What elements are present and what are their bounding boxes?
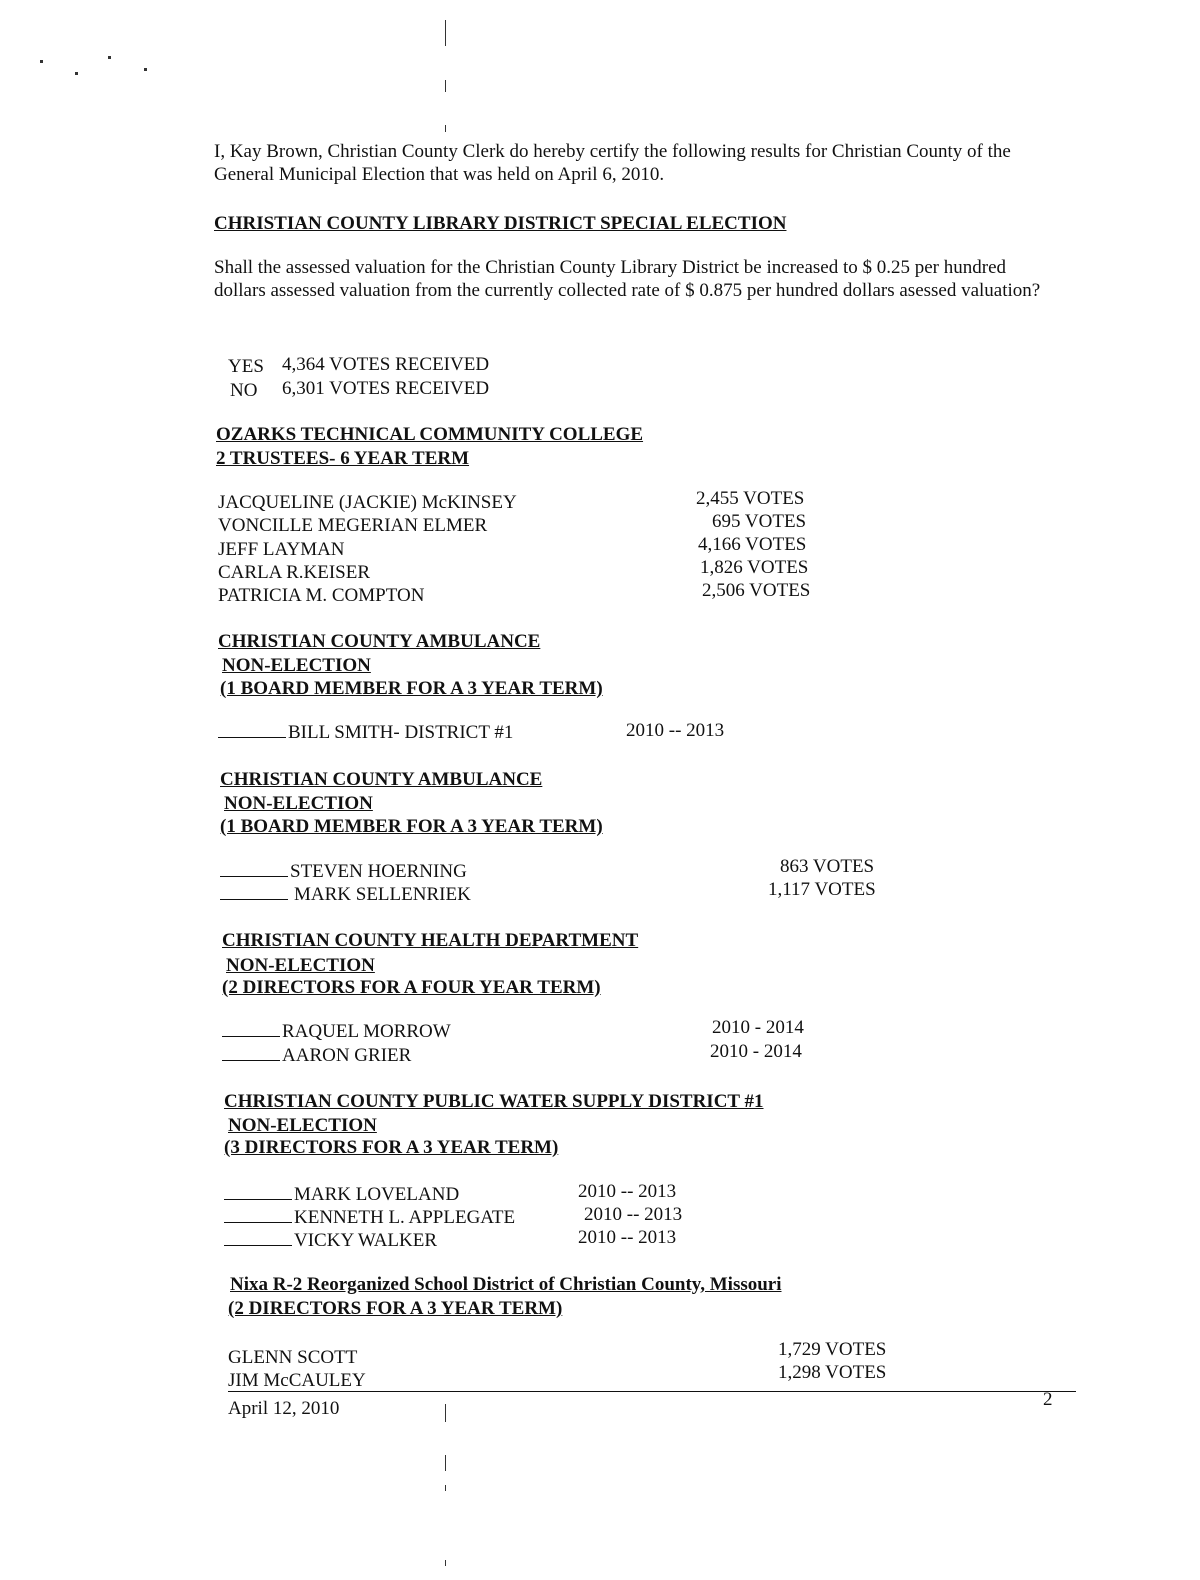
ambulance-heading: CHRISTIAN COUNTY AMBULANCE	[218, 631, 541, 652]
ambulance-heading: CHRISTIAN COUNTY AMBULANCE	[220, 769, 543, 790]
footer-rule	[228, 1391, 1076, 1392]
entry-name	[218, 722, 513, 744]
candidate-votes: 1,117 VOTES	[768, 879, 876, 900]
entry-term: 2010 -- 2013	[578, 1181, 677, 1202]
appointee-name: KENNETH L. APPLEGATE	[294, 1207, 516, 1228]
candidate-name: JACQUELINE (JACKIE) McKINSEY	[218, 492, 517, 513]
candidate-name: PATRICIA M. COMPTON	[218, 585, 425, 606]
scan-artifact	[445, 20, 446, 46]
nixa-heading: Nixa R-2 Reorganized School District of Christian County, Missouri	[230, 1274, 782, 1295]
candidate-votes: 1,729 VOTES	[778, 1339, 887, 1360]
ambulance-subheading: NON-ELECTION	[224, 793, 373, 814]
candidate-name: VONCILLE MEGERIAN ELMER	[218, 515, 488, 536]
scan-artifact	[445, 80, 446, 92]
candidate-votes: 1,826 VOTES	[700, 557, 809, 578]
appointee-name: VICKY WALKER	[294, 1230, 438, 1251]
result-votes: 6,301 VOTES RECEIVED	[282, 378, 490, 399]
candidate-votes: 2,455 VOTES	[696, 488, 805, 509]
appointee-name: BILL SMITH- DISTRICT #1	[288, 722, 514, 743]
library-question: Shall the assessed valuation for the Christian County Library District be increased to $ 0.25 per hundred dollars assessed valuation from the currently collected rate of $ 0.875 per hundred dollars asessed valuation?	[214, 257, 1041, 301]
page-number: 2	[1043, 1389, 1053, 1410]
entry-name	[220, 861, 467, 883]
appointee-name: MARK LOVELAND	[294, 1184, 460, 1205]
signature-blank	[218, 723, 286, 738]
otc-subheading: 2 TRUSTEES- 6 YEAR TERM	[216, 448, 470, 469]
ambulance-term-heading: (1 BOARD MEMBER FOR A 3 YEAR TERM)	[220, 678, 603, 699]
appointee-name: RAQUEL MORROW	[282, 1021, 451, 1042]
scan-artifact	[75, 72, 78, 75]
entry-name	[222, 1021, 451, 1043]
entry-name	[220, 884, 471, 906]
signature-blank	[224, 1231, 292, 1246]
water-heading: CHRISTIAN COUNTY PUBLIC WATER SUPPLY DISTRICT #1	[224, 1091, 764, 1112]
certification-text: I, Kay Brown, Christian County Clerk do hereby certify the following results for Christian County of the General Municipal Election that was held on April 6, 2010.	[214, 141, 1011, 185]
result-votes: 4,364 VOTES RECEIVED	[282, 354, 490, 375]
ambulance-term-heading: (1 BOARD MEMBER FOR A 3 YEAR TERM)	[220, 816, 603, 837]
signature-blank	[222, 1046, 280, 1061]
scan-artifact	[445, 1560, 446, 1566]
scan-artifact	[144, 68, 147, 71]
candidate-name: MARK SELLENRIEK	[294, 884, 471, 905]
result-label: NO	[230, 380, 258, 401]
library-heading: CHRISTIAN COUNTY LIBRARY DISTRICT SPECIAL ELECTION	[214, 213, 787, 234]
health-term-heading: (2 DIRECTORS FOR A FOUR YEAR TERM)	[222, 977, 601, 998]
footer-date: April 12, 2010	[228, 1398, 340, 1419]
candidate-name: GLENN SCOTT	[228, 1347, 358, 1368]
health-subheading: NON-ELECTION	[226, 955, 375, 976]
entry-term: 2010 -- 2013	[626, 720, 725, 741]
entry-name	[224, 1230, 437, 1252]
entry-term: 2010 -- 2013	[578, 1227, 677, 1248]
health-heading: CHRISTIAN COUNTY HEALTH DEPARTMENT	[222, 930, 639, 951]
water-term-heading: (3 DIRECTORS FOR A 3 YEAR TERM)	[224, 1137, 559, 1158]
signature-blank	[224, 1208, 292, 1223]
nixa-term-heading: (2 DIRECTORS FOR A 3 YEAR TERM)	[228, 1298, 563, 1319]
ambulance-subheading: NON-ELECTION	[222, 655, 371, 676]
appointee-name: AARON GRIER	[282, 1045, 412, 1066]
entry-term: 2010 -- 2013	[584, 1204, 683, 1225]
candidate-name: STEVEN HOERNING	[290, 861, 467, 882]
scan-artifact	[445, 1455, 446, 1471]
candidate-votes: 1,298 VOTES	[778, 1362, 887, 1383]
scan-artifact	[445, 1404, 446, 1422]
result-label: YES	[228, 356, 264, 377]
signature-blank	[222, 1022, 280, 1037]
entry-term: 2010 - 2014	[710, 1041, 802, 1062]
signature-blank	[220, 885, 288, 900]
signature-blank	[220, 862, 288, 877]
scan-artifact	[445, 1485, 446, 1491]
scan-artifact	[445, 125, 446, 132]
otc-heading: OZARKS TECHNICAL COMMUNITY COLLEGE	[216, 424, 644, 445]
scan-artifact	[40, 60, 43, 63]
candidate-votes: 4,166 VOTES	[698, 534, 807, 555]
candidate-name: JEFF LAYMAN	[218, 539, 345, 560]
candidate-votes: 863 VOTES	[780, 856, 875, 877]
candidate-votes: 2,506 VOTES	[702, 580, 811, 601]
entry-name	[224, 1207, 515, 1229]
candidate-votes: 695 VOTES	[712, 511, 807, 532]
entry-term: 2010 - 2014	[712, 1017, 804, 1038]
scan-artifact	[108, 56, 111, 59]
entry-name	[222, 1045, 411, 1067]
water-subheading: NON-ELECTION	[228, 1115, 377, 1136]
candidate-name: JIM McCAULEY	[228, 1370, 366, 1391]
signature-blank	[224, 1185, 292, 1200]
candidate-name: CARLA R.KEISER	[218, 562, 371, 583]
entry-name	[224, 1184, 459, 1206]
